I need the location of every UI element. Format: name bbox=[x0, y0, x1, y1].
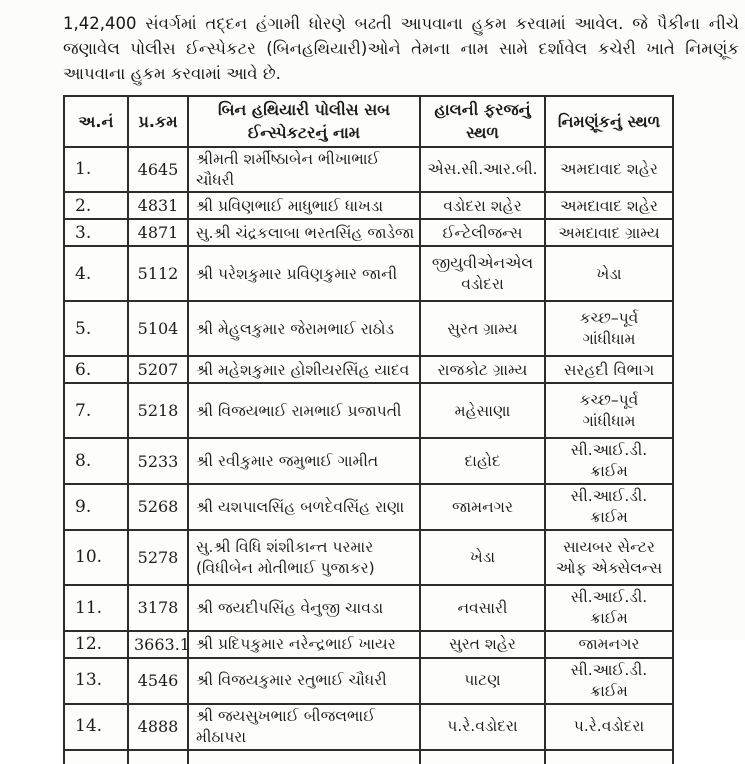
cell-appointment-place: સાયબર સેન્ટર ઓફ એક્સેલન્સ bbox=[545, 530, 673, 585]
table-row bbox=[64, 631, 673, 658]
cell-promotion-no: 5233 bbox=[128, 438, 188, 484]
cell-appointment-place: સરહદી વિભાગ bbox=[545, 356, 673, 383]
cell-officer-name bbox=[188, 750, 420, 764]
cell-promotion-no: 5218 bbox=[128, 383, 188, 438]
cell-current-duty-place bbox=[420, 750, 545, 764]
table-row bbox=[64, 356, 673, 383]
header-current-duty-place: હાલની ફરજનું સ્થળ bbox=[420, 96, 545, 146]
cell-serial-no: 7. bbox=[64, 383, 128, 438]
cell-officer-name: શ્રી મહેશકુમાર હોશીયરસિંહ યાદવ bbox=[188, 356, 420, 383]
cell-appointment-place: કચ્છ–પૂર્વ ગાંધીધામ bbox=[545, 383, 673, 438]
cell-promotion-no: 4546 bbox=[128, 658, 188, 704]
table-row bbox=[64, 147, 673, 193]
cell-serial-no: 9. bbox=[64, 484, 128, 530]
cell-officer-name: શ્રી વિજયભાઈ રામભાઈ પ્રજાપતી bbox=[188, 383, 420, 438]
cell-promotion-no: 3178 bbox=[128, 585, 188, 631]
table-row bbox=[64, 438, 673, 484]
cell-appointment-place: ખેડા bbox=[545, 246, 673, 301]
table-row-cutoff bbox=[64, 750, 673, 764]
cell-promotion-no: 5112 bbox=[128, 246, 188, 301]
document-content bbox=[63, 12, 741, 764]
table-header-row bbox=[64, 96, 673, 146]
cell-officer-name: શ્રી પ્રદિપકુમાર નરેન્દ્રભાઈ ખાયર bbox=[188, 631, 420, 658]
cell-promotion-no: 4831 bbox=[128, 192, 188, 219]
cell-current-duty-place: પાટણ bbox=[420, 658, 545, 704]
table-row bbox=[64, 484, 673, 530]
header-serial-no: અ.નં bbox=[64, 96, 128, 146]
cell-officer-name: સુ.શ્રી વિધિ શંશીકાન્ત પરમાર (વિધીબેન મોતીભાઈ પુજાકર) bbox=[188, 530, 420, 585]
table-row bbox=[64, 383, 673, 438]
cell-promotion-no: 4888 bbox=[128, 704, 188, 750]
table-row bbox=[64, 246, 673, 301]
cell-serial-no: 8. bbox=[64, 438, 128, 484]
cell-serial-no: 2. bbox=[64, 192, 128, 219]
cell-serial-no: 13. bbox=[64, 658, 128, 704]
cell-promotion-no bbox=[128, 750, 188, 764]
cell-officer-name: શ્રી પ્રવિણભાઈ માધુભાઈ ધાખડા bbox=[188, 192, 420, 219]
table-row bbox=[64, 192, 673, 219]
cell-promotion-no: 3663.1 bbox=[128, 631, 188, 658]
cell-appointment-place: અમદાવાદ ગ્રામ્ય bbox=[545, 219, 673, 246]
cell-promotion-no: 5278 bbox=[128, 530, 188, 585]
header-appointment-place: નિમણૂંકનું સ્થળ bbox=[545, 96, 673, 146]
cell-officer-name: શ્રી રવીકુમાર જમુભાઈ ગામીત bbox=[188, 438, 420, 484]
header-promotion-no: પ્ર.કમ bbox=[128, 96, 188, 146]
cell-current-duty-place: સુરત શહેર bbox=[420, 631, 545, 658]
cell-current-duty-place: એસ.સી.આર.બી. bbox=[420, 147, 545, 193]
cell-current-duty-place: પ.રે.વડોદરા bbox=[420, 704, 545, 750]
cell-current-duty-place: સુરત ગ્રામ્ય bbox=[420, 301, 545, 356]
cell-serial-no bbox=[64, 750, 128, 764]
cell-current-duty-place: વડોદરા શહેર bbox=[420, 192, 545, 219]
cell-appointment-place: સી.આઈ.ડી. ક્રાઈમ bbox=[545, 438, 673, 484]
cell-officer-name: શ્રી પરેશકુમાર પ્રવિણકુમાર જાની bbox=[188, 246, 420, 301]
cell-promotion-no: 5268 bbox=[128, 484, 188, 530]
table-row bbox=[64, 219, 673, 246]
intro-paragraph: 1,42,400 સંવર્ગમાં તદ્દન હંગામી ધોરણે બઢતી આપવાના હુકમ કરવામાં આવેલ. જે પૈકીના નીચે જણાવેલ પોલીસ ઈન્સ્પેકટર (બિનહથિયારી)ઓને તેમના નામ સામે દર્શાવેલ કચેરી ખાતે નિમણૂંક આપવાના હુકમ કરવામાં આવે છે. bbox=[63, 14, 739, 83]
cell-serial-no: 11. bbox=[64, 585, 128, 631]
cell-serial-no: 4. bbox=[64, 246, 128, 301]
cell-appointment-place: સી.આઈ.ડી. ક્રાઈમ bbox=[545, 484, 673, 530]
cell-appointment-place: સી.આઈ.ડી. ક્રાઈમ bbox=[545, 658, 673, 704]
header-officer-name: બિન હથિયારી પોલીસ સબ ઈન્સ્પેકટરનું નામ bbox=[188, 96, 420, 146]
table-row bbox=[64, 301, 673, 356]
table-row bbox=[64, 585, 673, 631]
cell-promotion-no: 4871 bbox=[128, 219, 188, 246]
cell-current-duty-place: દાહોદ bbox=[420, 438, 545, 484]
cell-promotion-no: 5207 bbox=[128, 356, 188, 383]
cell-current-duty-place: ઈન્ટેલીજન્સ bbox=[420, 219, 545, 246]
cell-officer-name: શ્રી મેહુલકુમાર જેરામભાઈ રાઠોડ bbox=[188, 301, 420, 356]
cell-current-duty-place: જીયુવીએનએલ વડોદરા bbox=[420, 246, 545, 301]
cell-serial-no: 6. bbox=[64, 356, 128, 383]
cell-current-duty-place: રાજકોટ ગ્રામ્ય bbox=[420, 356, 545, 383]
cell-appointment-place: કચ્છ–પૂર્વ ગાંધીધામ bbox=[545, 301, 673, 356]
cell-serial-no: 12. bbox=[64, 631, 128, 658]
cell-officer-name: શ્રી વિજયકુમાર રતુભાઈ ચૌધરી bbox=[188, 658, 420, 704]
cell-officer-name: શ્રી યશપાલસિંહ બળદેવસિંહ રાણા bbox=[188, 484, 420, 530]
table-row bbox=[64, 658, 673, 704]
cell-current-duty-place: ખેડા bbox=[420, 530, 545, 585]
cell-officer-name: સુ.શ્રી ચંદ્રકલાબા ભરતસિંહ જાડેજા bbox=[188, 219, 420, 246]
cell-serial-no: 10. bbox=[64, 530, 128, 585]
cell-serial-no: 1. bbox=[64, 147, 128, 193]
cell-appointment-place: પ.રે.વડોદરા bbox=[545, 704, 673, 750]
cell-appointment-place: જામનગર bbox=[545, 631, 673, 658]
cell-serial-no: 14. bbox=[64, 704, 128, 750]
cell-serial-no: 3. bbox=[64, 219, 128, 246]
cell-current-duty-place: નવસારી bbox=[420, 585, 545, 631]
cell-officer-name: શ્રીમતી શર્મીષ્ઠાબેન ભીખાભાઈ ચૌધરી bbox=[188, 147, 420, 193]
transfer-order-table bbox=[63, 95, 674, 763]
cell-officer-name: શ્રી જયસુખભાઈ બીજલભાઈ મીઠાપરા bbox=[188, 704, 420, 750]
cell-promotion-no: 4645 bbox=[128, 147, 188, 193]
cell-appointment-place: સી.આઈ.ડી. ક્રાઈમ bbox=[545, 585, 673, 631]
cell-serial-no: 5. bbox=[64, 301, 128, 356]
cell-current-duty-place: જામનગર bbox=[420, 484, 545, 530]
cell-appointment-place bbox=[545, 750, 673, 764]
cell-appointment-place: અમદાવાદ શહેર bbox=[545, 192, 673, 219]
table-row bbox=[64, 704, 673, 750]
cell-promotion-no: 5104 bbox=[128, 301, 188, 356]
cell-officer-name: શ્રી જયદીપસિંહ વેનુજી ચાવડા bbox=[188, 585, 420, 631]
cell-current-duty-place: મહેસાણા bbox=[420, 383, 545, 438]
cell-appointment-place: અમદાવાદ શહેર bbox=[545, 147, 673, 193]
table-row bbox=[64, 530, 673, 585]
